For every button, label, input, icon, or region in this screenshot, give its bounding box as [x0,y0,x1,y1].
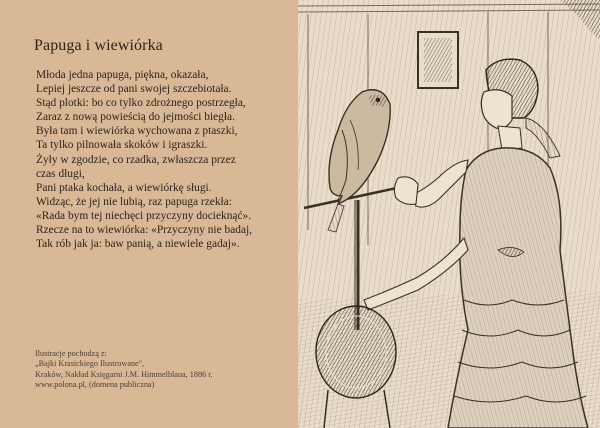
poem-line: Zaraz z nową powieścią do jejmości biegła. [36,111,235,124]
credits-line: Kraków, Nakład Księgarni J.M. Himmelblaua, 1886 r. [35,369,213,379]
poem-line: Widząc, że jej nie lubią, raz papuga rzekła: [36,195,232,208]
wall-picture [418,32,458,88]
illustration-engraving [298,0,600,428]
credits-line: Ilustracje pochodzą z: [35,349,107,358]
poem-line: Ta tylko pilnowała skoków i igraszki. [36,139,208,152]
poem-line: Tak rób jak ja: baw panią, a niewiele gadaj». [36,238,240,251]
image-credits [35,349,290,391]
text-panel [0,0,298,428]
page-title: Papuga i wiewiórka [34,37,163,54]
poem-line: Żyły w zgodzie, co rzadka, zwłaszcza przez [36,153,236,166]
poem-line: «Rada bym tej niechęci przyczyny docieknąć». [36,209,252,222]
credits-line: www.polona.pl, (domena publiczna) [35,380,155,390]
poem-line: Pani ptaka kochała, a wiewiórkę sługi. [36,181,212,194]
poem-line: Młoda jedna papuga, piękna, okazała, [36,69,209,81]
poem-line: Była tam i wiewiórka wychowana z ptaszki, [36,125,238,138]
poem-line: Stąd plotki: bo co tylko zdrożnego postrzegła, [36,97,246,110]
credits-line: „Bajki Krasickiego Ilustrowane", [35,359,145,369]
poem-line: Lepiej jeszcze od pani swojej szczebiotała. [36,83,232,96]
poem-line: Rzecze na to wiewiórka: «Przyczyny nie badaj, [36,224,253,237]
poem [36,68,294,251]
poem-line: czas długi, [36,167,85,180]
